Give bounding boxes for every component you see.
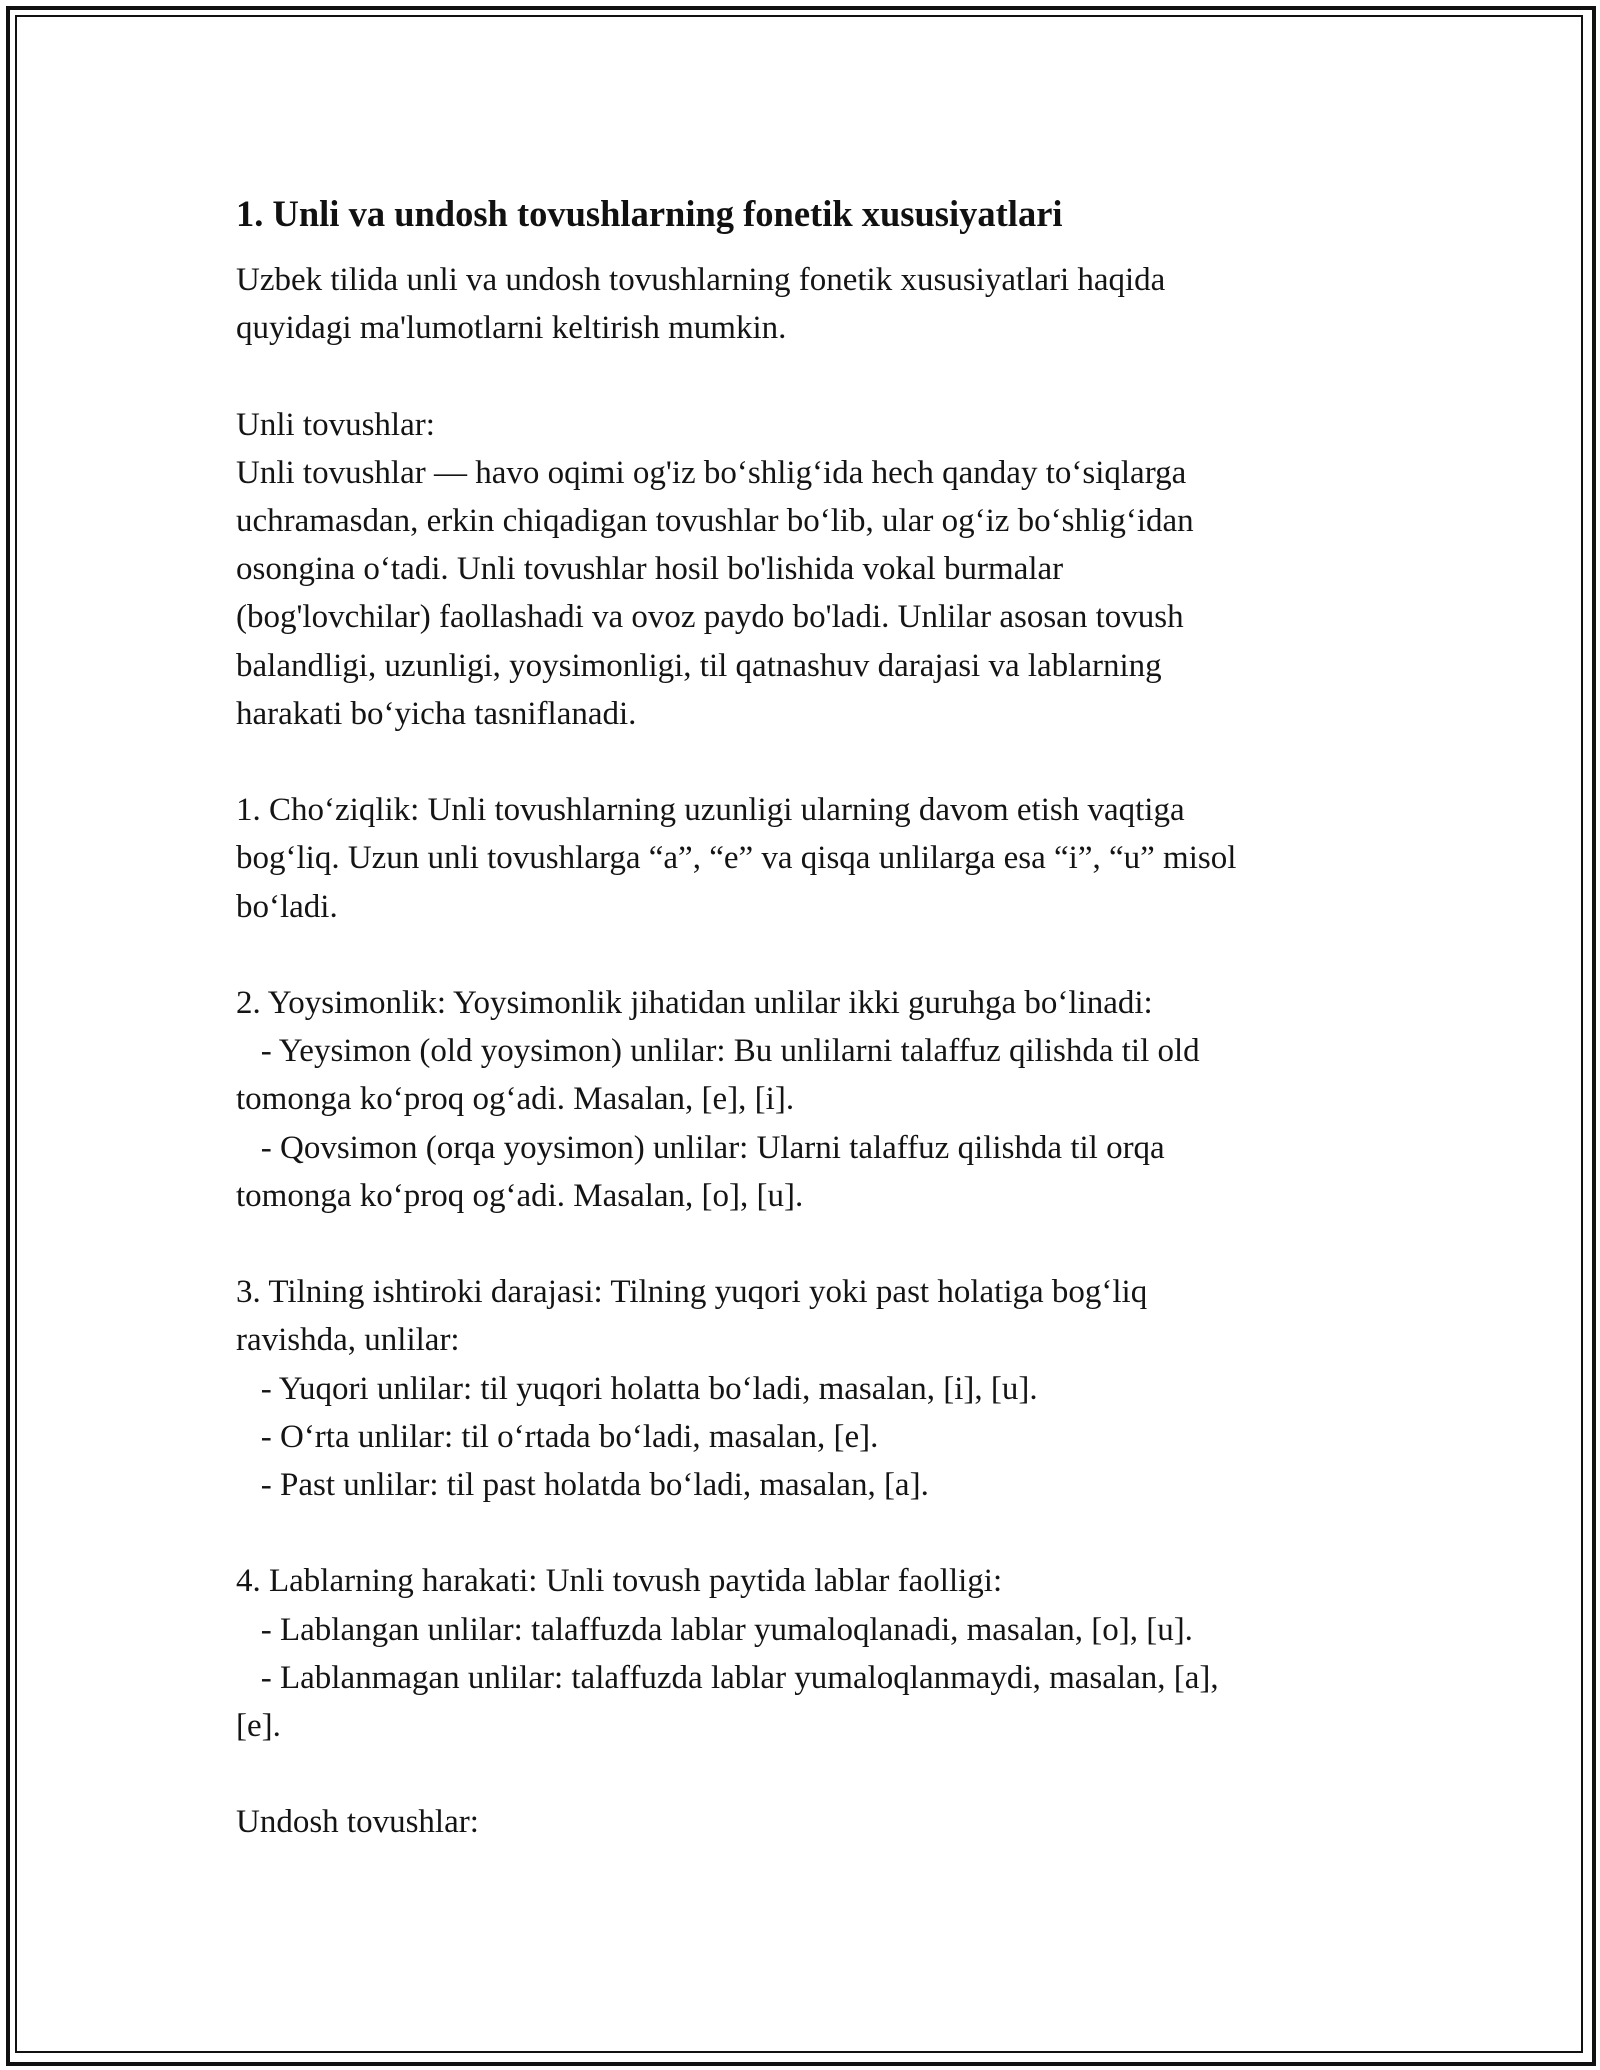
spacer xyxy=(236,1750,1366,1798)
list-item-length xyxy=(236,786,1366,931)
spacer xyxy=(236,244,1366,256)
sub-item-line: - Yeysimon (old yoysimon) unlilar: Bu unlilarni talaffuz qilishda til old xyxy=(236,1033,1200,1070)
text-line: bog‘liq. Uzun unli tovushlarga “a”, “e” va qisqa unlilarga esa “i”, “u” misol xyxy=(236,840,1237,877)
vowels-section xyxy=(236,401,1366,738)
text-line: Uzbek tilida unli va undosh tovushlarning fonetik xususiyatlari haqida xyxy=(236,262,1166,298)
text-line: bo‘ladi. xyxy=(236,888,338,925)
text-line: 1. Cho‘ziqlik: Unli tovushlarning uzunligi ularning davom etish vaqtiga xyxy=(236,792,1185,829)
sub-item-line: - Lablangan unlilar: talaffuzda lablar yumaloqlanadi, masalan, [o], [u]. xyxy=(236,1611,1193,1648)
sub-item-line: - O‘rta unlilar: til o‘rtada bo‘ladi, masalan, [e]. xyxy=(236,1418,879,1455)
text-line: [e]. xyxy=(236,1708,281,1745)
intro-paragraph xyxy=(236,256,1366,352)
spacer xyxy=(236,931,1366,979)
section-heading: 1. Unli va undosh tovushlarning fonetik xususiyatlari xyxy=(236,193,1063,234)
spacer xyxy=(236,1220,1366,1268)
text-line: Unli tovushlar — havo oqimi og'iz bo‘shlig‘ida hech qanday to‘siqlarga xyxy=(236,454,1187,491)
sub-item-line: - Lablanmagan unlilar: talaffuzda lablar yumaloqlanmaydi, masalan, [a], xyxy=(236,1659,1219,1696)
list-item-lip-rounding xyxy=(236,1557,1366,1750)
sub-item-line: - Past unlilar: til past holatda bo‘ladi, masalan, [a]. xyxy=(236,1467,929,1504)
list-item-frontness xyxy=(236,979,1366,1220)
subsection-label: Undosh tovushlar: xyxy=(236,1804,479,1841)
spacer xyxy=(236,1509,1366,1557)
text-line: ravishda, unlilar: xyxy=(236,1322,460,1359)
text-line: osongina o‘tadi. Unli tovushlar hosil bo'lishida vokal burmalar xyxy=(236,551,1064,588)
consonants-section xyxy=(236,1798,1366,1846)
text-line: balandligi, uzunligi, yoysimonligi, til qatnashuv darajasi va lablarning xyxy=(236,647,1162,684)
text-line: quyidagi ma'lumotlarni keltirish mumkin. xyxy=(236,310,787,347)
text-line: 4. Lablarning harakati: Unli tovush paytida lablar faolligi: xyxy=(236,1563,1003,1600)
sub-item-line: - Qovsimon (orqa yoysimon) unlilar: Ularni talaffuz qilishda til orqa xyxy=(236,1129,1165,1166)
text-line: tomonga ko‘proq og‘adi. Masalan, [o], [u]. xyxy=(236,1177,804,1214)
list-item-tongue-height xyxy=(236,1268,1366,1509)
document-body xyxy=(236,184,1366,1847)
text-line: tomonga ko‘proq og‘adi. Masalan, [e], [i]. xyxy=(236,1081,795,1118)
subsection-label: Unli tovushlar: xyxy=(236,406,435,443)
text-line: 2. Yoysimonlik: Yoysimonlik jihatidan unlilar ikki guruhga bo‘linadi: xyxy=(236,985,1153,1021)
spacer xyxy=(236,738,1366,786)
text-line: uchramasdan, erkin chiqadigan tovushlar bo‘lib, ular og‘iz bo‘shlig‘idan xyxy=(236,503,1194,539)
spacer xyxy=(236,352,1366,400)
text-line: harakati bo‘yicha tasniflanadi. xyxy=(236,695,637,732)
text-line: 3. Tilning ishtiroki darajasi: Tilning yuqori yoki past holatiga bog‘liq xyxy=(236,1274,1148,1311)
text-line: (bog'lovchilar) faollashadi va ovoz paydo bo'ladi. Unlilar asosan tovush xyxy=(236,599,1184,636)
sub-item-line: - Yuqori unlilar: til yuqori holatta bo‘ladi, masalan, [i], [u]. xyxy=(236,1370,1038,1407)
